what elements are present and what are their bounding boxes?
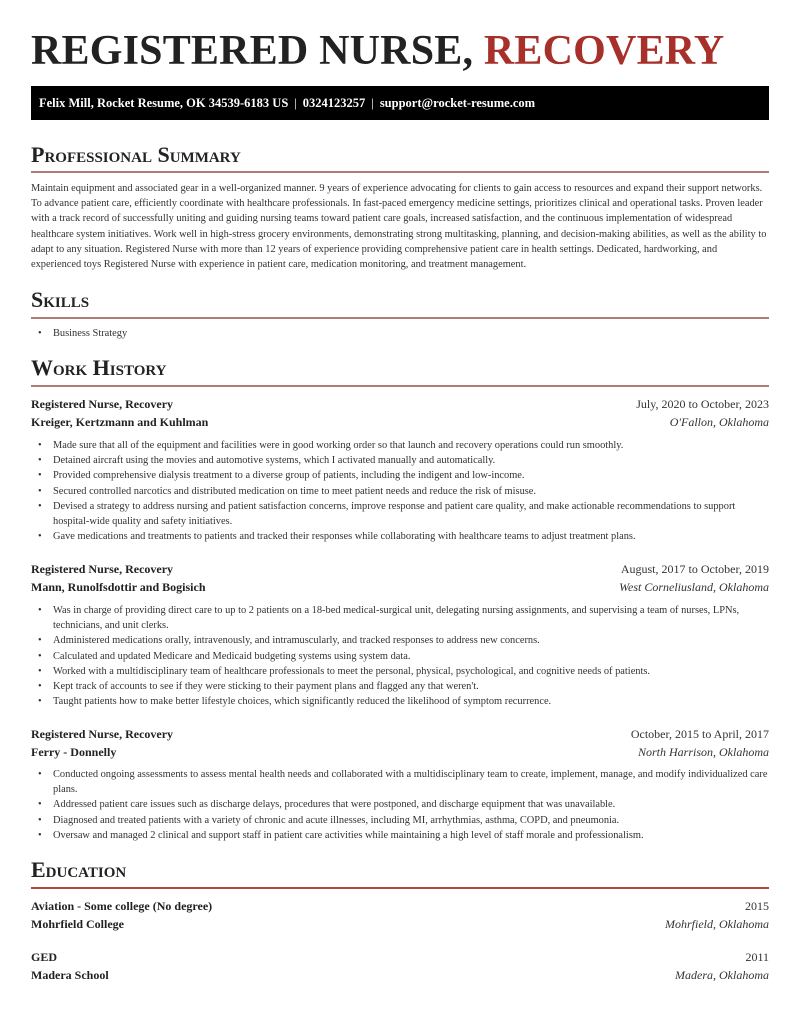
education-location: Mohrfield, Oklahoma [665,917,769,931]
education-location: Madera, Oklahoma [675,968,769,982]
section-divider [31,887,769,889]
title-main: REGISTERED NURSE, [31,28,474,74]
contact-email[interactable]: support@rocket-resume.com [379,96,536,110]
section-title-skills: Skills [31,287,90,312]
job-bullet: • Diagnosed and treated patients with a variety of chronic and acute illnesses, including MI, arrhythmias, asthma, COPD, and pneumonia. [31,813,769,828]
job-company: Kreiger, Kertzmann and Kuhlman [31,415,209,429]
job-bullet: • Gave medications and treatments to patients and tracked their responses while collaborating with healthcare teams to adjust treatment plans. [31,529,769,544]
job-bullets [31,767,769,843]
job-bullet: • Secured controlled narcotics and distributed medication on time to meet patient needs and reduce the risk of misuse. [31,484,769,499]
contact-bar [31,86,769,120]
education-year: 2011 [745,950,769,964]
summary-text: Maintain equipment and associated gear in a well-organized manner. 9 years of experience advocating for clients to gain access to resources and expand their support networks. To advance patient care, efficiently coordinate with healthcare professionals. In fast-paced emergency medicine settings, prioritizes clinical and operational tasks. Proven leader with a track record of successfully uniting and guiding nursing teams toward patient care goals, increased satisfaction, and the continuous implementation of widespread healthcare system initiatives. Work well in high-stress grocery environments, demonstrating strong multitasking, planning, and decision-making abilities, as well as the ability to adapt to any situation. Registered Nurse with more than 12 years of experience providing comprehensive patient care in health settings. Dedicated, hardworking, and experienced toys Registered Nurse with experience in patient care, medication monitoring, and treatment management. [31,183,767,271]
education-header [31,897,769,915]
education-degree: GED [31,950,58,964]
resume-title [31,28,724,74]
job-role: Registered Nurse, Recovery [31,397,174,411]
section-title-education: Education [31,857,127,882]
job-location: O'Fallon, Oklahoma [669,415,769,429]
job-bullet: • Taught patients how to make better lifestyle choices, which significantly reduced the likelihood of symptom recurrence. [31,694,769,709]
education-school: Mohrfield College [31,917,124,931]
section-title-work-history: Work History [31,355,167,380]
job-header [31,395,769,413]
skills-list [31,326,769,341]
job-role: Registered Nurse, Recovery [31,727,174,741]
job-company: Mann, Runolfsdottir and Bogisich [31,580,206,594]
job-bullet: • Addressed patient care issues such as discharge delays, procedures that were postponed, and discharge equipment that was unavailable. [31,797,769,812]
job-bullet: • Devised a strategy to address nursing and patient satisfaction concerns, improve response and patient care quality, and make actionable recommendations to support hospital-wide quality and safety initiatives. [31,499,769,529]
section-divider [31,385,769,387]
job-company-row [31,743,769,761]
education-header [31,948,769,966]
job-dates: July, 2020 to October, 2023 [636,397,769,411]
job-bullets [31,603,769,709]
contact-address: Felix Mill, Rocket Resume, OK 34539-6183 US [39,96,289,110]
education-year: 2015 [745,899,769,913]
job-bullet: • Worked with a multidisciplinary team of healthcare professionals to meet the personal, physical, psychological, and cognitive needs of patients. [31,664,769,679]
job-bullet: • Detained aircraft using the movies and automotive systems, which I activated manually and automatically. [31,453,769,468]
education-school-row [31,966,769,984]
job-bullet: • Oversaw and managed 2 clinical and support staff in patient care activities while maintaining a high level of staff morale and professionalism. [31,828,769,843]
education-degree: Aviation - Some college (No degree) [31,899,213,913]
job-bullet: • Calculated and updated Medicare and Medicaid budgeting systems using system data. [31,649,769,664]
job-header [31,560,769,578]
job-company-row [31,578,769,596]
education-school-row [31,915,769,933]
job-company: Ferry - Donnelly [31,745,117,759]
job-location: West Corneliusland, Oklahoma [619,580,769,594]
job-role: Registered Nurse, Recovery [31,562,174,576]
skill-item: • Business Strategy [31,326,769,341]
job-bullet: • Administered medications orally, intravenously, and intramuscularly, and tracked responses to address new concerns. [31,633,769,648]
job-bullet: • Provided comprehensive dialysis treatment to a diverse group of patients, including the indigent and low-income. [31,468,769,483]
job-bullet: • Was in charge of providing direct care to up to 2 patients on a 18-bed medical-surgical unit, delegating nursing assignments, and supervising a team of nurses, LPNs, technicians, and unit clerks. [31,603,769,633]
job-bullet: • Conducted ongoing assessments to assess mental health needs and collaborated with a multidisciplinary team to create, implement, manage, and modify individualized care plans. [31,767,769,797]
section-title-summary: Professional Summary [31,142,241,167]
section-divider [31,317,769,319]
job-bullet: • Made sure that all of the equipment and facilities were in good working order so that launch and recovery operations could run smoothly. [31,438,769,453]
job-location: North Harrison, Oklahoma [637,745,769,759]
contact-separator: | [371,96,374,110]
job-bullet: • Kept track of accounts to see if they were sticking to their payment plans and flagged any that weren't. [31,679,769,694]
education-school: Madera School [31,968,109,982]
title-accent: RECOVERY [483,28,725,74]
job-dates: August, 2017 to October, 2019 [620,562,769,576]
contact-phone: 0324123257 [302,96,366,110]
contact-separator: | [294,96,297,110]
section-divider [31,171,769,173]
job-company-row [31,413,769,431]
job-header [31,725,769,743]
job-dates: October, 2015 to April, 2017 [630,727,769,741]
job-bullets [31,438,769,544]
